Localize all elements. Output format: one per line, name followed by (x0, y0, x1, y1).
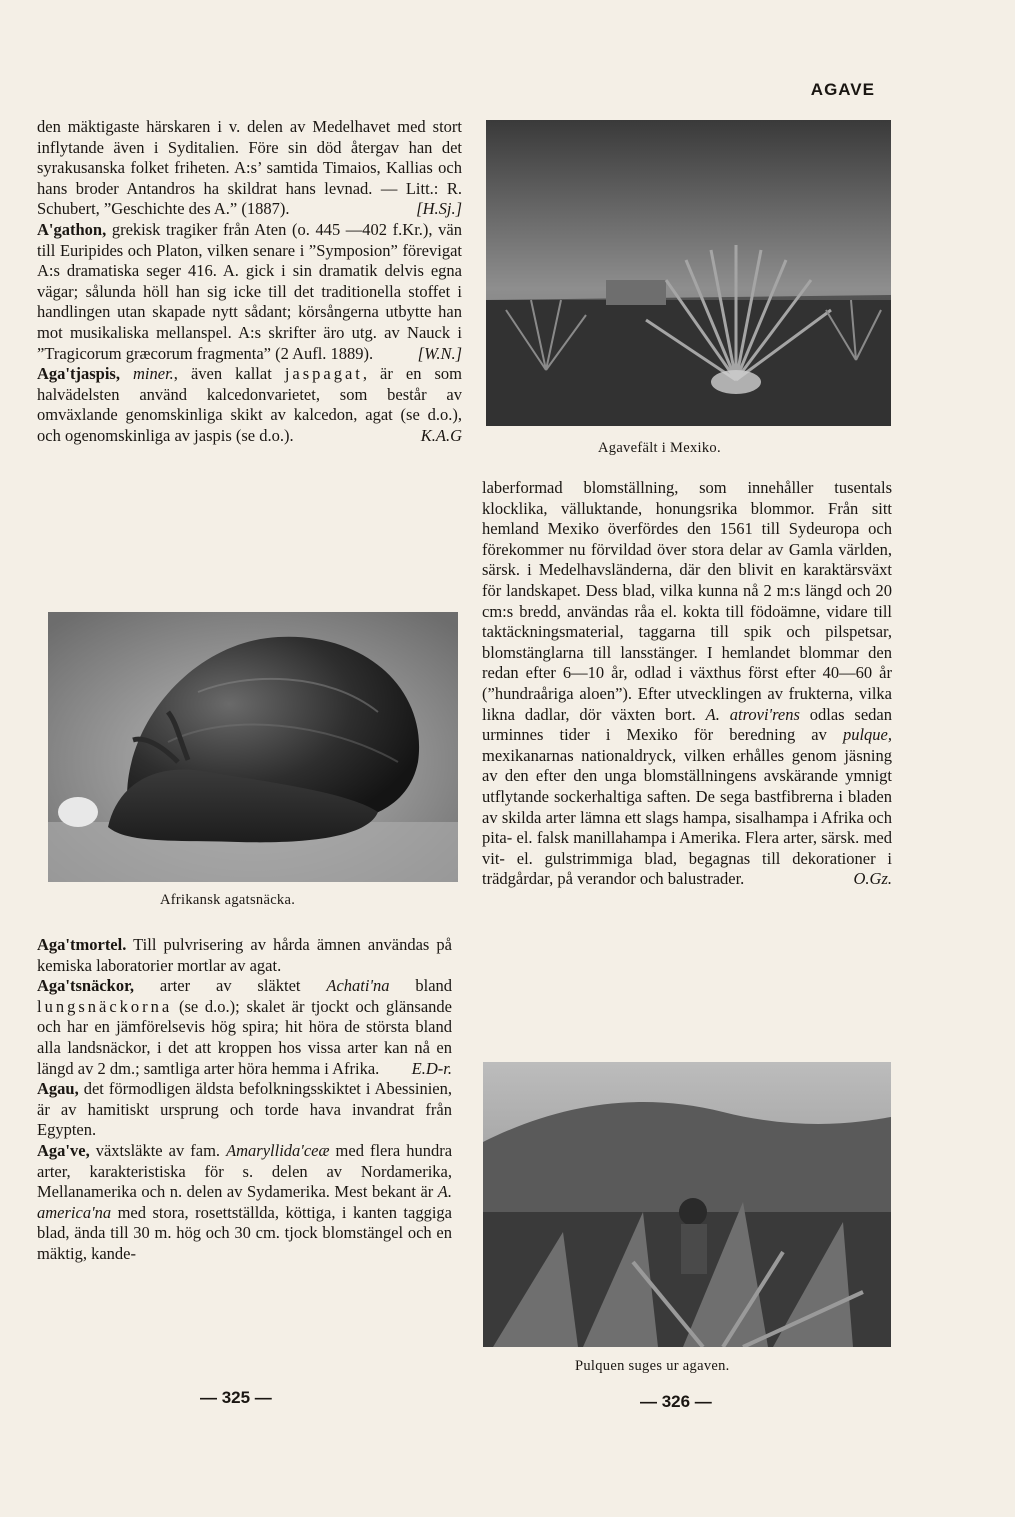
page-number-left: — 325 — (200, 1388, 272, 1407)
left-column (37, 117, 462, 447)
entry-agave-continued (482, 478, 892, 890)
spaced-term: lungsnäckorna (37, 996, 173, 1016)
spaced-term: jaspagat (284, 364, 363, 384)
entry-text: odlas sedan urminnes tider i Mexiko för beredning av (482, 704, 892, 745)
species-name: A. america'na (37, 1182, 453, 1222)
entry-text: mexikanarnas nationaldryck, vilken erhålles genom jäsning av den efter den unga blomställningens avskärande ymnigt utflytande sockerhaltiga saften. De sega bastfibrerna i bladen av skilda arter lämna ett slags hampa, sisalhampa i Afrika och pita- el. falsk manillahampa i Amerika. Flera arter, särsk. med vit- el. gulstrimmiga blad, begagnas till dekorationer i trädgårdar, på verandor och balustrader. (482, 745, 892, 889)
entry-text: Till pulvrisering av hårda ämnen användas på kemiska laboratorier mortlar av agat. (37, 935, 453, 975)
entry-text: , är en som halvädelsten använd kalcedonvarietet, som består av omväxlande genomskinliga skikt av kalcedon, agat (se d.o.), och ogenomskinliga av jaspis (se d.o.). (37, 364, 462, 445)
author-signature: K.A.G (420, 425, 462, 445)
entry-agathon (37, 220, 462, 364)
snail-illustration (48, 612, 458, 882)
headword: Aga'tsnäckor, (37, 976, 135, 996)
figure-agavefalt (486, 120, 891, 426)
author-signature: O.Gz. (853, 869, 892, 889)
entry-text: den mäktigaste härskaren i v. delen av Medelhavet med stort inflytande även i Syditalien. Före sin död återgav han det syrakusanska folket friheten. A:s’ samtida Timaios, Kallias och hans broder Antandros ha skildrat hans levnad. — Litt.: R. Schubert, ”Geschichte des A.” (1887). (37, 117, 462, 219)
figure-agatsnacka (48, 612, 458, 882)
entry-text: växtsläkte av fam. (95, 1140, 221, 1160)
entry-text: arter av släktet (159, 976, 301, 996)
family-name: Amaryllida'ceæ (226, 1140, 330, 1160)
pulque-photo (483, 1062, 891, 1347)
entry-text: grekisk tragiker från Aten (o. 445 —402 f.Kr.), vän till Euripides och Platon, vilken senare i ”Symposion” förevigat A:s dramatiska seger 416. A. gick i sin dramatik delvis egna vägar; sålunda höll han sig icke till det traditionella stoffet i handlingen utan skapade nytt sådant; körsångerna utbytte han mot musikaliska mellanspel. A:s skrifter äro utg. av Nauck i ”Tragicorum græcorum fragmenta” (2 Aufl. 1889). (37, 219, 462, 363)
right-column (482, 478, 892, 890)
snail-photo (48, 612, 458, 882)
entry-agatjaspis (37, 364, 462, 446)
entry-agatsnackor (37, 976, 452, 1079)
author-signature: [W.N.] (417, 343, 462, 363)
headword: Agau, (37, 1079, 79, 1099)
entry-text: bland (415, 976, 453, 996)
pulque-illustration (483, 1062, 891, 1347)
entry-text: , även kallat (173, 364, 272, 384)
agave-field-illustration (486, 120, 891, 426)
running-header: AGAVE (810, 80, 875, 99)
agave-field-photo (486, 120, 891, 426)
genus-name: Achati'na (326, 976, 390, 996)
figure-pulque (483, 1062, 891, 1347)
figure-caption: Pulquen suges ur agaven. (575, 1358, 730, 1374)
entry-text: laberformad blomställning, som innehåller tusentals klocklika, välluktande, honungsrika blommor. Från sitt hemland Mexiko överfördes den 1561 till Sydeuropa och förekommer nu förvildad över stora delar av Gamla världen, särsk. i Medelhavsländerna, där den blivit en karaktärsväxt för landskapet. Dess blad, vilka kunna nå 2 m:s längd och 20 cm:s bredd, användas råa el. kokta till födoämne, vidare till taktäckningsmaterial, taggarna till spik och pilspetsar, blomstänglarna till lansstänger. I hemlandet blommar den redan efter 6—10 år, odlad i växthus först efter 40—60 år (”hundraåriga aloen”). Efter utvecklingen av frukterna, vilka likna dadlar, dör växten bort. (482, 478, 892, 724)
species-name: A. atrovi'rens (705, 704, 800, 724)
entry-agathokles-end (37, 117, 462, 220)
author-signature: E.D-r. (411, 1058, 452, 1078)
entry-text: med flera hundra arter, karakteristiska för s. delen av Nordamerika, Mellanamerika och n. delen av Sydamerika. Mest bekant är (37, 1140, 453, 1202)
headword: Aga'tmortel. (37, 935, 127, 954)
figure-caption: Afrikansk agatsnäcka. (160, 892, 296, 908)
figure-caption: Agavefält i Mexiko. (598, 440, 721, 456)
headword: A'gathon, (37, 219, 107, 239)
author-signature: [H.Sj.] (416, 199, 462, 219)
headword: Aga've, (37, 1140, 90, 1160)
term-pulque: pulque, (842, 725, 892, 745)
entry-agau (37, 1079, 452, 1141)
entry-text: med stora, rosettställda, köttiga, i kanten taggiga blad, ända till 30 m. hög och 30 cm. tjock blomstängel och en mäktig, kande- (37, 1202, 453, 1263)
entry-text: det förmodligen äldsta befolkningsskiktet i Abessinien, är av hamitiskt ursprung och torde hava invandrat från Egypten. (37, 1079, 452, 1140)
entry-abbrev: miner. (133, 364, 174, 384)
entry-agave (37, 1141, 452, 1265)
entry-agatmortel (37, 935, 452, 976)
entry-text: (se d.o.); skalet är tjockt och glänsande och har en jämförelsevis hög spira; hit höra de största bland alla landsnäckor, i det att kroppen hos vissa arter kan nå en längd av 2 dm.; samtliga arter höra hemma i Afrika. (37, 996, 453, 1078)
page-number-right: — 326 — (640, 1392, 712, 1411)
headword: Aga'tjaspis, (37, 364, 120, 384)
left-column-lower (37, 935, 452, 1265)
